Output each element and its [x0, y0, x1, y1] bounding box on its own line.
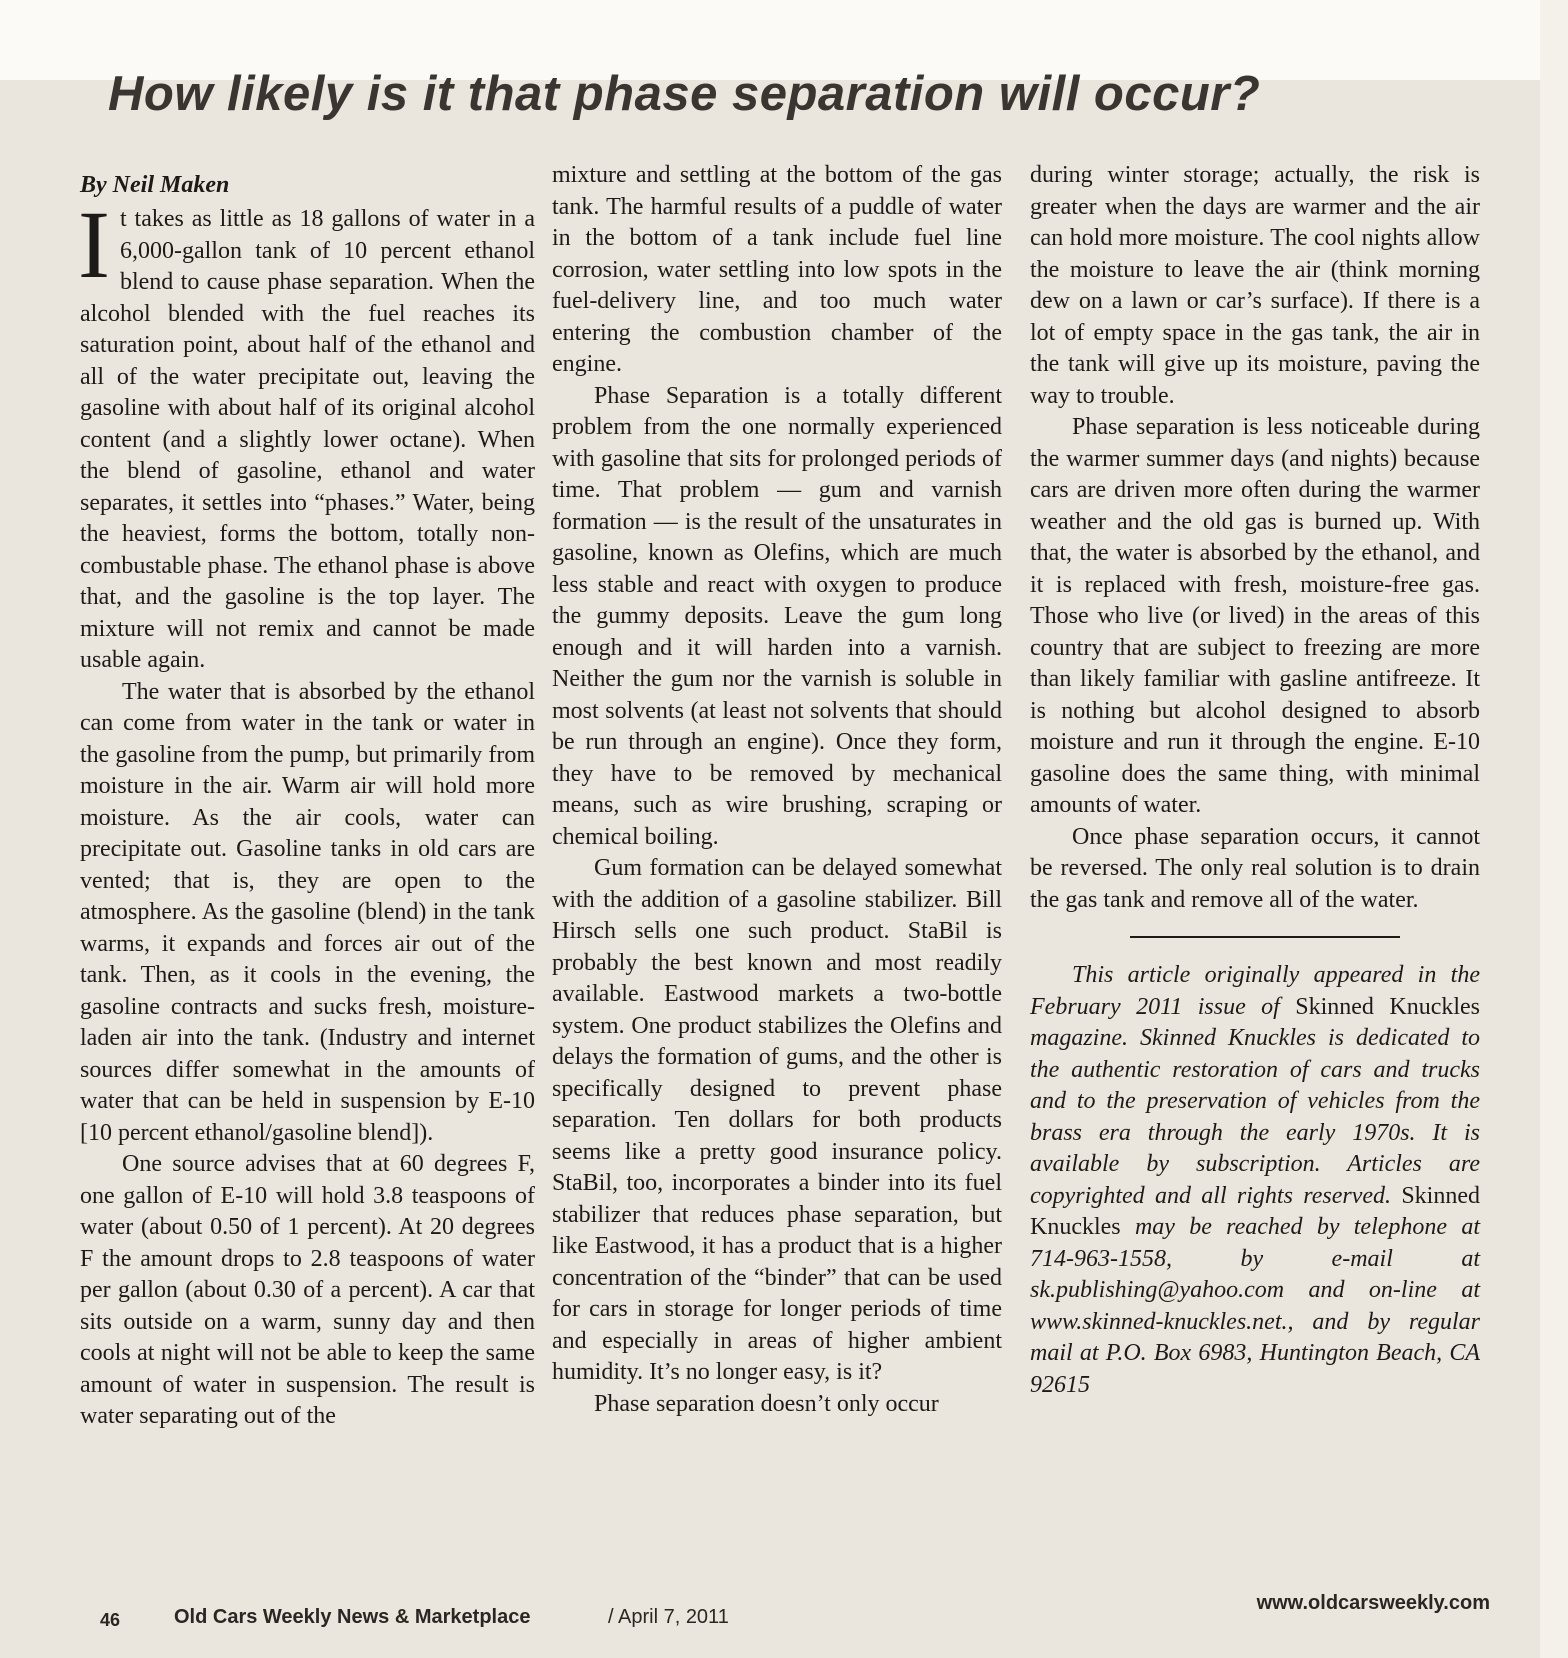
page-number: 46	[100, 1610, 121, 1630]
issue-date: / April 7, 2011	[608, 1606, 729, 1628]
paragraph: during winter storage; actually, the risk is greater when the days are warmer and the air can hold more moisture. The cool nights allow the moisture to leave the air (think morning dew on a lawn or car’s surface). If there is a lot of empty space in the gas tank, the air in the tank will give up its moisture, paving the way to trouble.	[1030, 162, 1480, 409]
publication-name: Old Cars Weekly News & Marketplace	[174, 1606, 531, 1628]
divider-rule	[1130, 936, 1400, 938]
paragraph: One source advises that at 60 degrees F, one gallon of E-10 will hold 3.8 teaspoons of water (about 0.50 of 1 percent). At 20 degrees F the amount drops to 2.8 teaspoons of water per gallon (about 0.30 of a percent). A car that sits outside on a warm, sunny day and then cools at night will not be able to keep the same amount of water in suspension. The result is water separating out of the	[80, 1151, 535, 1429]
page-right-margin	[1540, 0, 1568, 1658]
article-column-2	[552, 160, 1002, 1420]
paragraph: It takes as little as 18 gallons of water in a 6,000-gallon tank of 10 percent ethanol blend to cause phase separation. When the alcohol blended with the fuel reaches its saturation point, about half of the ethanol and all of the water precipitate out, leaving the gasoline with about half of its original alcohol content (and a slightly lower octane). When the blend of gasoline, ethanol and water separates, it settles into “phases.” Water, being the heaviest, forms the bottom, totally non-combustable phase. The ethanol phase is above that, and the gasoline is the top layer. The mixture will not remix and cannot be made usable again.	[78, 191, 535, 673]
paragraph: Phase separation doesn’t only occur	[594, 1390, 939, 1417]
paragraph: Phase separation is less noticeable during the warmer summer days (and nights) because cars are driven more often during the warmer weather and the old gas is burned up. With that, the water is absorbed by the ethanol, and it is replaced with fresh, moisture-free gas. Those who live (or lived) in the areas of this country that are subject to freezing are more than likely familiar with gasline antifreeze. It is nothing but alcohol designed to absorb moisture and run it through the engine. E-10 gasoline does the same thing, with minimal amounts of water.	[1030, 414, 1480, 818]
drop-cap: I	[78, 191, 110, 298]
article-headline: How likely is it that phase separation will occur?	[108, 67, 1261, 121]
article-column-1	[80, 170, 535, 1433]
paragraph: Gum formation can be delayed somewhat with the addition of a gasoline stabilizer. Bill Hirsch sells one such product. StaBil is probably the best known and most readily available. Eastwood markets a two-bottle system. One product stabilizes the Olefins and delays the formation of gums, and the other is specifically designed to prevent phase separation. Ten dollars for both products seems like a pretty good insurance policy. StaBil, too, incorporates a binder into its fuel stabilizer that reduces phase separation, but like Eastwood, it has a product that is a higher concentration of the “binder” that can be used for cars in storage for longer periods of time and especially in areas of higher ambient humidity. It’s no longer easy, is it?	[552, 855, 1002, 1385]
byline: By Neil Maken	[80, 172, 230, 198]
paragraph: The water that is absorbed by the ethanol can come from water in the tank or water in the gasoline from the pump, but primarily from moisture in the air. Warm air will hold more moisture. As the air cools, water can precipitate out. Gasoline tanks in old cars are vented; that is, they are open to the atmosphere. As the gasoline (blend) in the tank warms, it expands and forces air out of the tank. Then, as it cools in the evening, the gasoline contracts and sucks fresh, moisture-laden air into the tank. (Industry and internet sources differ somewhat in the amounts of water that can be held in suspension by E-10 [10 percent ethanol/gasoline blend]).	[80, 678, 535, 1146]
paragraph: Once phase separation occurs, it cannot be reversed. The only real solution is to drain the gas tank and remove all of the water.	[1030, 823, 1480, 913]
article-column-3	[1030, 160, 1480, 1401]
source-note: This article originally appeared in the February 2011 issue of Skinned Knuckles magazine. Skinned Knuckles is dedicated to the authentic restoration of cars and trucks and to the preservation of vehicles from the brass era through the early 1970s. It is available by subscription. Articles are copyrighted and all rights reserved. Skinned Knuckles may be reached by telephone at 714-963-1558, by e-mail at sk.publishing@yahoo.com and on-line at www.skinned-knuckles.net., and by regular mail at P.O. Box 6983, Huntington Beach, CA 92615	[1030, 962, 1481, 1398]
website-url: www.oldcarsweekly.com	[1256, 1592, 1490, 1614]
paragraph: mixture and settling at the bottom of the gas tank. The harmful results of a puddle of water in the bottom of a tank include fuel line corrosion, water settling into low spots in the fuel-delivery line, and too much water entering the combustion chamber of the engine.	[552, 162, 1002, 377]
paragraph: Phase Separation is a totally different problem from the one normally experienced with gasoline that sits for prolonged periods of time. That problem — gum and varnish formation — is the result of the unsaturates in gasoline, known as Olefins, which are much less stable and react with oxygen to produce the gummy deposits. Leave the gum long enough and it will harden into a varnish. Neither the gum nor the varnish is soluble in most solvents (at least not solvents that should be run through an engine). Once they form, they have to be removed by mechanical means, such as wire brushing, scraping or chemical boiling.	[552, 382, 1002, 850]
